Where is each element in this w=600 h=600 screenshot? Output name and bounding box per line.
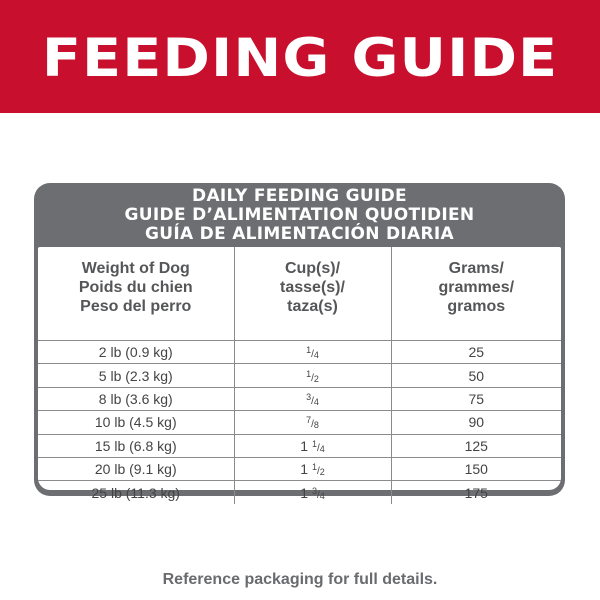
cups-fraction: $^1/_2$ bbox=[306, 368, 319, 384]
cell-grams: 175 bbox=[464, 484, 488, 501]
cell-weight: 15 lb (6.8 kg) bbox=[38, 434, 234, 457]
page-title: FEEDING GUIDE bbox=[41, 28, 559, 89]
cell-cups bbox=[234, 387, 391, 410]
cell-grams: 125 bbox=[391, 434, 561, 457]
table-row bbox=[38, 457, 561, 480]
table-row bbox=[38, 364, 561, 387]
cell-grams: 50 bbox=[391, 364, 561, 387]
table-row bbox=[38, 341, 561, 364]
feeding-guide-panel bbox=[34, 183, 565, 501]
cups-denominator: 4 bbox=[319, 490, 325, 501]
panel-heading bbox=[34, 187, 565, 244]
cups-fraction: 1 $^3/_4$ bbox=[300, 484, 325, 501]
cups-whole: 1 bbox=[300, 461, 309, 478]
cell-grams: 25 bbox=[391, 341, 561, 364]
feeding-table bbox=[38, 247, 561, 504]
header-cups bbox=[234, 247, 391, 341]
header-line: Cup(s)/ bbox=[284, 260, 341, 277]
header-line: Grams/ bbox=[448, 260, 504, 277]
cups-denominator: 4 bbox=[313, 396, 319, 407]
cell-cups bbox=[234, 341, 391, 364]
table-row bbox=[38, 481, 561, 504]
feeding-table-container bbox=[38, 247, 561, 501]
cell-cups bbox=[234, 434, 391, 457]
cell-weight: 5 lb (2.3 kg) bbox=[38, 364, 234, 387]
cell-grams: 90 bbox=[391, 411, 561, 434]
cell-cups bbox=[234, 481, 391, 504]
cell-cups bbox=[234, 364, 391, 387]
header-line: taza(s) bbox=[287, 298, 338, 315]
cell-cups bbox=[234, 457, 391, 480]
cups-numerator: 1 bbox=[306, 368, 312, 379]
cups-fraction: $^3/_4$ bbox=[306, 391, 319, 407]
cell-cups bbox=[234, 411, 391, 434]
header-line: tasse(s)/ bbox=[280, 279, 345, 296]
header-line: Weight of Dog bbox=[81, 260, 190, 277]
banner bbox=[0, 0, 600, 113]
cups-numerator: 1 bbox=[311, 438, 317, 449]
table-body bbox=[38, 341, 561, 504]
cell-grams: 150 bbox=[391, 457, 561, 480]
cups-fraction: 1 $^1/_2$ bbox=[300, 461, 325, 478]
cell-grams: 75 bbox=[391, 387, 561, 410]
heading-english: DAILY FEEDING GUIDE bbox=[192, 186, 407, 206]
table-header-row bbox=[38, 247, 561, 341]
header-line: grammes/ bbox=[438, 279, 515, 296]
header-line: Peso del perro bbox=[80, 298, 192, 315]
cell-weight: 10 lb (4.5 kg) bbox=[38, 411, 234, 434]
cups-numerator: 7 bbox=[306, 415, 312, 426]
header-weight bbox=[38, 247, 234, 341]
cell-weight: 25 lb (11.3 kg) bbox=[38, 481, 234, 504]
header-line: gramos bbox=[447, 298, 506, 315]
cups-fraction: 1 $^1/_4$ bbox=[300, 437, 325, 454]
cups-numerator: 1 bbox=[311, 462, 317, 473]
heading-spanish: GUÍA DE ALIMENTACIÓN DIARIA bbox=[145, 224, 454, 244]
table-row bbox=[38, 411, 561, 434]
cups-whole: 1 bbox=[300, 437, 309, 454]
table-row bbox=[38, 387, 561, 410]
header-grams bbox=[391, 247, 561, 341]
cups-numerator: 3 bbox=[306, 391, 312, 402]
table-row bbox=[38, 434, 561, 457]
cell-weight: 20 lb (9.1 kg) bbox=[38, 457, 234, 480]
cell-weight: 8 lb (3.6 kg) bbox=[38, 387, 234, 410]
cups-numerator: 3 bbox=[311, 485, 317, 496]
cups-denominator: 8 bbox=[313, 420, 319, 431]
footer-note: Reference packaging for full details. bbox=[162, 571, 438, 588]
cell-weight: 2 lb (0.9 kg) bbox=[38, 341, 234, 364]
cups-denominator: 2 bbox=[319, 467, 325, 478]
heading-french: GUIDE D’ALIMENTATION QUOTIDIEN bbox=[124, 205, 475, 225]
cups-denominator: 4 bbox=[313, 350, 319, 361]
cups-denominator: 4 bbox=[319, 443, 325, 454]
cups-denominator: 2 bbox=[313, 373, 319, 384]
cups-numerator: 1 bbox=[306, 345, 312, 356]
header-line: Poids du chien bbox=[78, 279, 193, 296]
cups-fraction: $^7/_8$ bbox=[306, 415, 319, 431]
cups-fraction: $^1/_4$ bbox=[306, 345, 319, 361]
cups-whole: 1 bbox=[300, 484, 309, 501]
